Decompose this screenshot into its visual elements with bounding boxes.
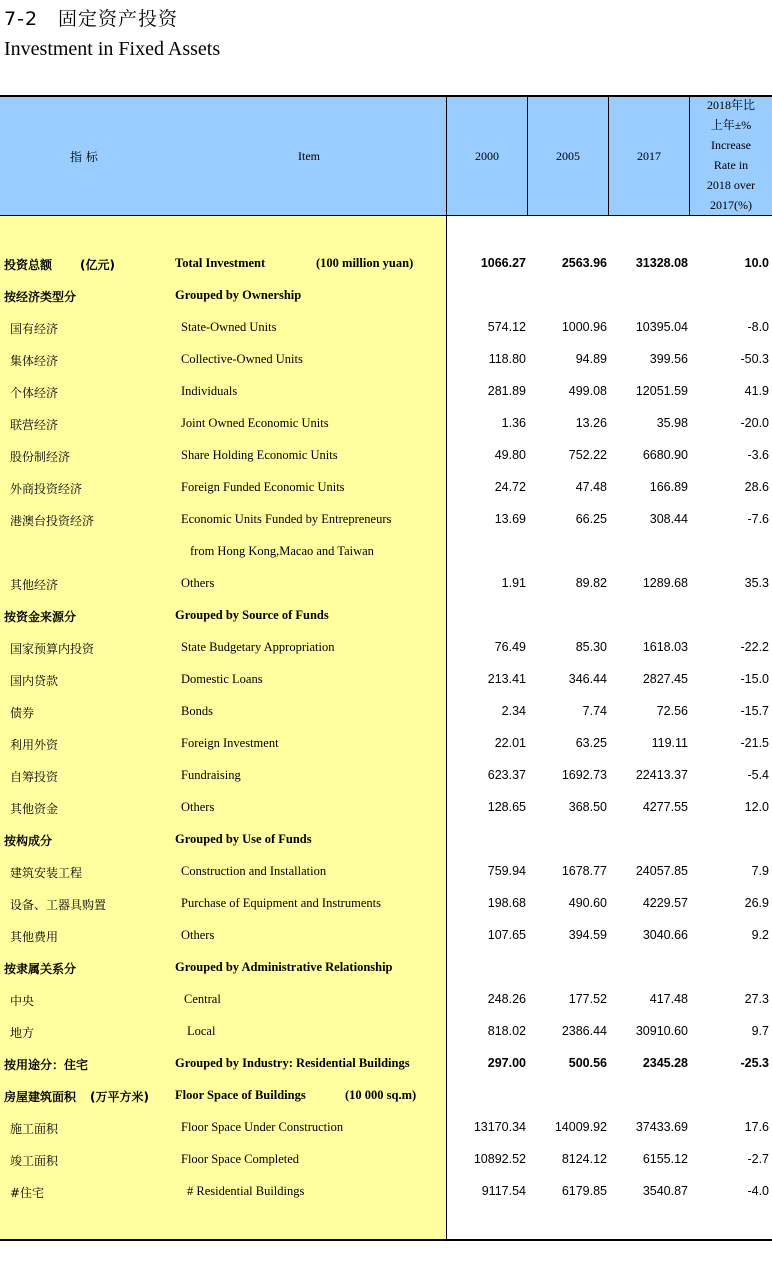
header-change: [690, 95, 772, 215]
cell-value-2017: 166.89: [649, 480, 688, 494]
row-label-en: Grouped by Ownership: [175, 288, 302, 302]
row-label-cn: 按隶属关系分: [4, 962, 77, 976]
cell-value-2000: 1.36: [501, 416, 526, 430]
row-label-en: Local: [187, 1024, 216, 1038]
cell-value-2005: 94.89: [575, 352, 607, 366]
row-label-en: Domestic Loans: [181, 672, 263, 686]
row-label-cn: 国家预算内投资: [10, 642, 95, 656]
cell-value-2000: 297.00: [487, 1056, 526, 1070]
cell-change-rate: 28.6: [744, 480, 769, 494]
row-label-en: Construction and Installation: [181, 864, 327, 878]
cell-value-2005: 177.52: [568, 992, 607, 1006]
row-label-en: Grouped by Industry: Residential Buildings: [175, 1056, 410, 1070]
table-row: [0, 408, 772, 440]
cell-change-rate: -4.0: [747, 1184, 769, 1198]
table-row: [0, 536, 772, 568]
cell-value-2005: 7.74: [582, 704, 607, 718]
row-label-cn: 设备、工器具购置: [10, 898, 107, 912]
cell-value-2000: 9117.54: [481, 1184, 526, 1198]
cell-value-2005: 6179.85: [561, 1184, 607, 1198]
row-label-en: Others: [181, 928, 215, 942]
cell-value-2000: 248.26: [487, 992, 526, 1006]
cell-value-2017: 3040.66: [642, 928, 688, 942]
row-label-en: from Hong Kong,Macao and Taiwan: [190, 544, 374, 558]
header-2000: 2000: [475, 149, 499, 163]
cell-value-2017: 35.98: [656, 416, 688, 430]
row-label-en: Purchase of Equipment and Instruments: [181, 896, 381, 910]
row-label-cn: 施工面积: [10, 1122, 59, 1136]
cell-change-rate: -21.5: [740, 736, 769, 750]
table-row: [0, 952, 772, 984]
cell-value-2017: 31328.08: [635, 256, 688, 270]
cell-value-2005: 13.26: [575, 416, 607, 430]
row-label-en: Individuals: [181, 384, 238, 398]
row-label-cn: 投资总额: [4, 258, 53, 272]
cell-value-2017: 22413.37: [635, 768, 688, 782]
cell-change-rate: 41.9: [744, 384, 769, 398]
row-unit-cn: (万平方米): [90, 1090, 149, 1104]
cell-change-rate: -22.2: [740, 640, 769, 654]
row-label-cn: 外商投资经济: [10, 482, 83, 496]
cell-change-rate: -2.7: [747, 1152, 769, 1166]
table-row: [0, 1048, 772, 1080]
row-label-en: Bonds: [181, 704, 213, 718]
row-label-en: Share Holding Economic Units: [181, 448, 338, 462]
row-label-cn: 港澳台投资经济: [10, 514, 95, 528]
table-row: [0, 600, 772, 632]
cell-value-2000: 76.49: [494, 640, 526, 654]
cell-value-2005: 85.30: [575, 640, 607, 654]
cell-value-2017: 2345.28: [642, 1056, 688, 1070]
row-label-cn: 竣工面积: [10, 1154, 59, 1168]
cell-value-2005: 8124.12: [561, 1152, 607, 1166]
cell-value-2017: 1289.68: [642, 576, 688, 590]
table-row: [0, 824, 772, 856]
header-bottom-rule: [0, 215, 772, 216]
cell-value-2000: 1066.27: [480, 256, 526, 270]
cell-value-2000: 574.12: [487, 320, 526, 334]
cell-change-rate: 9.2: [751, 928, 769, 942]
table-row: [0, 1016, 772, 1048]
row-label-en: Floor Space Under Construction: [181, 1120, 344, 1134]
table-row: [0, 728, 772, 760]
row-label-cn: 国有经济: [10, 322, 59, 336]
table-row: [0, 664, 772, 696]
header-change-line: 上年±%: [710, 118, 752, 132]
cell-value-2005: 63.25: [575, 736, 607, 750]
row-label-en: Grouped by Source of Funds: [175, 608, 329, 622]
cell-value-2005: 89.82: [575, 576, 607, 590]
cell-value-2000: 49.80: [494, 448, 526, 462]
cell-change-rate: -20.0: [740, 416, 769, 430]
header-change-line: 2017(%): [710, 198, 752, 212]
table-row: [0, 248, 772, 280]
row-label-cn: #住宅: [10, 1186, 45, 1200]
table-row: [0, 568, 772, 600]
row-label-en: Floor Space Completed: [181, 1152, 300, 1166]
cell-value-2017: 399.56: [649, 352, 688, 366]
cell-value-2000: 128.65: [487, 800, 526, 814]
cell-value-2005: 500.56: [568, 1056, 607, 1070]
table-row: [0, 504, 772, 536]
cell-value-2017: 4229.57: [642, 896, 688, 910]
cell-value-2005: 1000.96: [561, 320, 607, 334]
cell-value-2017: 37433.69: [635, 1120, 688, 1134]
cell-value-2017: 24057.85: [635, 864, 688, 878]
cell-value-2017: 6155.12: [642, 1152, 688, 1166]
table-row: [0, 1112, 772, 1144]
header-2017: 2017: [637, 149, 661, 163]
header-item-en: Item: [298, 149, 320, 163]
row-label-cn: 按资金来源分: [4, 610, 77, 624]
header-change-line: 2018年比: [706, 98, 755, 112]
row-label-cn: 其他经济: [10, 578, 59, 592]
row-label-en: Grouped by Use of Funds: [175, 832, 312, 846]
header-indicator-cn: 指 标: [70, 150, 98, 164]
row-label-en: Foreign Investment: [181, 736, 279, 750]
cell-change-rate: 12.0: [744, 800, 769, 814]
cell-value-2000: 2.34: [501, 704, 526, 718]
cell-value-2005: 346.44: [568, 672, 607, 686]
row-label-cn: 其他费用: [10, 930, 59, 944]
table-row: [0, 440, 772, 472]
row-label-cn: 自筹投资: [10, 770, 59, 784]
row-label-en: Fundraising: [181, 768, 241, 782]
cell-change-rate: -3.6: [747, 448, 769, 462]
row-label-cn: 集体经济: [10, 354, 59, 368]
cell-change-rate: -5.4: [747, 768, 769, 782]
cell-change-rate: 17.6: [744, 1120, 769, 1134]
cell-value-2017: 6680.90: [642, 448, 688, 462]
page-title-cn: 7-2 固定资产投资: [4, 8, 179, 30]
cell-change-rate: 27.3: [744, 992, 769, 1006]
row-label-cn: 利用外资: [10, 738, 59, 752]
cell-value-2000: 107.65: [487, 928, 526, 942]
row-label-cn: 按经济类型分: [4, 290, 77, 304]
row-label-en: Economic Units Funded by Entrepreneurs: [181, 512, 392, 526]
cell-value-2005: 499.08: [568, 384, 607, 398]
row-label-cn: 联营经济: [10, 418, 59, 432]
table-row: [0, 888, 772, 920]
header-change-line: 2018 over: [706, 178, 756, 192]
cell-value-2017: 12051.59: [635, 384, 688, 398]
row-unit-en: (100 million yuan): [316, 256, 414, 270]
row-label-cn: 个体经济: [10, 386, 59, 400]
cell-value-2005: 66.25: [575, 512, 607, 526]
cell-value-2005: 14009.92: [554, 1120, 607, 1134]
page-title-en: Investment in Fixed Assets: [4, 38, 221, 60]
row-unit-cn: (亿元): [80, 258, 115, 272]
cell-value-2005: 394.59: [568, 928, 607, 942]
cell-value-2005: 752.22: [568, 448, 607, 462]
row-label-en: Grouped by Administrative Relationship: [175, 960, 393, 974]
table-row: [0, 312, 772, 344]
table-top-rule: [0, 95, 772, 97]
cell-value-2017: 308.44: [649, 512, 688, 526]
cell-value-2017: 417.48: [649, 992, 688, 1006]
row-label-cn: 按构成分: [4, 834, 53, 848]
row-label-en: Joint Owned Economic Units: [181, 416, 329, 430]
row-label-cn: 国内贷款: [10, 674, 59, 688]
row-label-en: Collective-Owned Units: [181, 352, 303, 366]
cell-value-2005: 1678.77: [561, 864, 607, 878]
row-label-cn: 其他资金: [10, 802, 59, 816]
cell-value-2017: 30910.60: [635, 1024, 688, 1038]
cell-change-rate: -7.6: [747, 512, 769, 526]
table-row: [0, 1144, 772, 1176]
cell-change-rate: -15.0: [740, 672, 769, 686]
row-label-cn: 债券: [10, 706, 35, 720]
cell-change-rate: -15.7: [740, 704, 769, 718]
cell-value-2000: 213.41: [487, 672, 526, 686]
row-label-en: Others: [181, 576, 215, 590]
cell-value-2000: 10892.52: [473, 1152, 526, 1166]
cell-value-2000: 281.89: [487, 384, 526, 398]
cell-value-2005: 47.48: [575, 480, 607, 494]
cell-value-2005: 490.60: [568, 896, 607, 910]
table-row: [0, 792, 772, 824]
row-label-cn: 房屋建筑面积: [4, 1090, 77, 1104]
cell-value-2017: 3540.87: [642, 1184, 688, 1198]
cell-value-2000: 118.80: [488, 352, 526, 366]
row-label-en: Others: [181, 800, 215, 814]
cell-value-2005: 368.50: [568, 800, 607, 814]
cell-value-2000: 818.02: [487, 1024, 526, 1038]
table-row: [0, 696, 772, 728]
row-label-en: State Budgetary Appropriation: [181, 640, 335, 654]
cell-value-2005: 2563.96: [561, 256, 607, 270]
table-row: [0, 760, 772, 792]
cell-value-2000: 13.69: [494, 512, 526, 526]
cell-value-2005: 2386.44: [561, 1024, 607, 1038]
cell-value-2000: 24.72: [494, 480, 526, 494]
row-label-en: Central: [184, 992, 221, 1006]
cell-value-2000: 198.68: [487, 896, 526, 910]
row-label-cn: 按用途分：住宅: [4, 1058, 89, 1072]
cell-change-rate: -50.3: [740, 352, 769, 366]
cell-value-2017: 72.56: [656, 704, 688, 718]
cell-value-2005: 1692.73: [561, 768, 607, 782]
table-row: [0, 1080, 772, 1112]
table-row: [0, 1176, 772, 1208]
row-label-en: Foreign Funded Economic Units: [181, 480, 345, 494]
row-label-en: Floor Space of Buildings: [175, 1088, 306, 1102]
table-row: [0, 344, 772, 376]
cell-change-rate: -25.3: [740, 1056, 769, 1070]
table-row: [0, 280, 772, 312]
cell-value-2017: 1618.03: [642, 640, 688, 654]
row-label-cn: 建筑安装工程: [10, 866, 83, 880]
row-label-en: Total Investment: [175, 256, 266, 270]
cell-value-2017: 10395.04: [635, 320, 688, 334]
table-row: [0, 376, 772, 408]
row-label-cn: 股份制经济: [10, 450, 71, 464]
cell-value-2017: 2827.45: [642, 672, 688, 686]
header-2005: 2005: [556, 149, 580, 163]
table-row: [0, 632, 772, 664]
row-unit-en: (10 000 sq.m): [345, 1088, 417, 1102]
cell-value-2000: 759.94: [487, 864, 526, 878]
row-label-en: # Residential Buildings: [187, 1184, 305, 1198]
table-row: [0, 920, 772, 952]
cell-value-2017: 119.11: [651, 736, 688, 750]
row-label-cn: 地方: [10, 1026, 35, 1040]
cell-value-2000: 1.91: [501, 576, 526, 590]
cell-value-2000: 13170.34: [473, 1120, 526, 1134]
cell-value-2000: 623.37: [487, 768, 526, 782]
cell-change-rate: 10.0: [744, 256, 769, 270]
header-change-line: Rate in: [713, 158, 749, 172]
cell-change-rate: 26.9: [744, 896, 769, 910]
cell-value-2017: 4277.55: [642, 800, 688, 814]
cell-change-rate: 9.7: [751, 1024, 769, 1038]
table-bottom-rule: [0, 1239, 772, 1241]
table-row: [0, 984, 772, 1016]
cell-change-rate: -8.0: [747, 320, 769, 334]
cell-change-rate: 35.3: [744, 576, 769, 590]
fixed-assets-table: [0, 95, 772, 1241]
table-row: [0, 856, 772, 888]
cell-change-rate: 7.9: [751, 864, 769, 878]
cell-value-2000: 22.01: [494, 736, 526, 750]
row-label-en: State-Owned Units: [181, 320, 277, 334]
header-change-line: Increase: [711, 138, 751, 152]
row-label-cn: 中央: [10, 994, 35, 1008]
table-row: [0, 472, 772, 504]
